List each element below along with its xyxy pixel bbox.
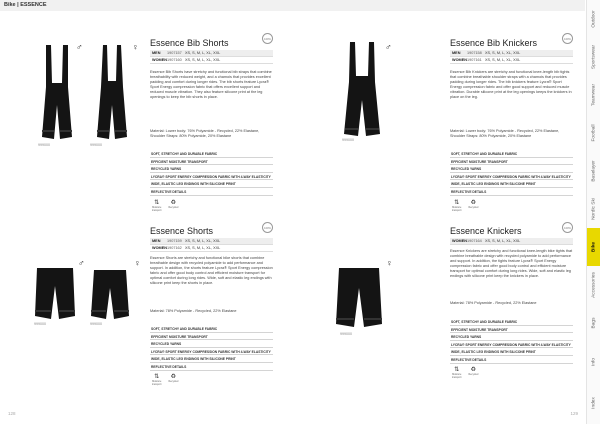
bib-knickers-men-image xyxy=(342,42,382,137)
size-row: MEN 1907158 XS, S, M, L, XL, XXL xyxy=(450,50,573,57)
feature-item: LYCRA® SPORT ENERGY COMPRESSION FABRIC WITH 4-WAY ELASTICITY xyxy=(150,173,273,181)
feature-item: SOFT, STRETCHY AND DURABLE FABRIC xyxy=(150,150,273,158)
recycled-badge-icon: 100% xyxy=(562,222,573,233)
tab-accessories[interactable]: Accessories xyxy=(591,272,597,298)
recycled-icon: ♻ xyxy=(470,367,477,373)
recycled-badge-icon: 100% xyxy=(262,33,273,44)
feature-item: REFLECTIVE DETAILS xyxy=(450,188,573,196)
feature-icons: ⇅ Moisture transport ♻ Recycled xyxy=(152,200,179,212)
feature-item: RECYCLED YARNS xyxy=(450,165,573,173)
image-code: 999000 xyxy=(90,143,102,147)
feature-item: WIDE, ELASTIC LEG ENDINGS WITH SILICONE PRINT xyxy=(150,180,273,188)
page-number-right: 129 xyxy=(570,411,578,416)
bib-shorts-women-image xyxy=(95,45,129,145)
tab-baselayer[interactable]: Baselayer xyxy=(591,160,597,182)
male-symbol-icon: ♂ xyxy=(385,42,392,52)
feature-icons: ⇅ Moisture transport ♻ Recycled xyxy=(452,367,479,379)
category-sidebar xyxy=(586,0,600,424)
moisture-transport-icon: ⇅ xyxy=(154,374,160,380)
recycled-icon: ♻ xyxy=(170,374,177,380)
female-symbol-icon: ♀ xyxy=(134,258,141,268)
feature-item: EFFICIENT MOISTURE TRANSPORT xyxy=(450,326,573,334)
shorts-women-image xyxy=(90,270,130,320)
tab-bike[interactable]: Bike xyxy=(587,228,600,266)
feature-item: REFLECTIVE DETAILS xyxy=(450,356,573,364)
product-description: Essence Bib Knickers are stretchy and functional knee-length bib tights that combine breathable shoulder straps with a chamois that provides padding during longer rides. The bib knickers feature Lycra® Sport Energy compression fabric and offer good support and reduced muscle vibration. Durable silicone print at the leg openings keeps the knickers in place on the leg. xyxy=(450,70,572,100)
tab-info[interactable]: Info xyxy=(591,357,597,367)
feature-item: SOFT, STRETCHY AND DURABLE FABRIC xyxy=(450,150,573,158)
image-code: 999000 xyxy=(340,332,352,336)
size-row: MEN 1907157 XS, S, M, L, XL, XXL xyxy=(150,50,273,57)
recycled-badge-icon: 100% xyxy=(562,33,573,44)
feature-item: LYCRA® SPORT ENERGY COMPRESSION FABRIC WITH 4-WAY ELASTICITY xyxy=(450,173,573,181)
recycled-icon: ♻ xyxy=(170,200,177,206)
product-title: Essence Knickers xyxy=(450,226,522,236)
tab-index[interactable]: Index xyxy=(591,397,597,409)
product-material: Material: 78% Polyamide - Recycled, 22% Elastane xyxy=(150,309,237,313)
feature-item: REFLECTIVE DETAILS xyxy=(150,363,273,371)
feature-item: EFFICIENT MOISTURE TRANSPORT xyxy=(150,158,273,166)
tab-teamwear[interactable]: Teamwear xyxy=(591,83,597,107)
feature-item: WIDE, ELASTIC LEG ENDINGS WITH SILICONE PRINT xyxy=(450,348,573,356)
recycled-badge-icon: 100% xyxy=(262,222,273,233)
size-table xyxy=(150,50,273,64)
product-material: Material: Lower body: 76% Polyamide - Recycled, 22% Elastane, Shoulder Straps: 80% Polyamide, 20% Elastane xyxy=(450,129,560,139)
product-title: Essence Bib Shorts xyxy=(150,38,229,48)
feature-item: RECYCLED YARNS xyxy=(150,340,273,348)
image-code: 999000 xyxy=(38,143,50,147)
feature-list xyxy=(150,150,273,196)
recycled-icon: ♻ xyxy=(470,200,477,206)
size-row: WOMEN 1907164 XS, S, M, L, XL, XXL xyxy=(450,238,573,245)
feature-list xyxy=(450,150,573,196)
size-table xyxy=(450,238,573,245)
size-row: WOMEN 1907161 XS, S, M, L, XL, XXL xyxy=(450,57,573,64)
moisture-transport-icon: ⇅ xyxy=(454,367,460,373)
feature-item: EFFICIENT MOISTURE TRANSPORT xyxy=(150,333,273,341)
female-symbol-icon: ♀ xyxy=(132,42,139,52)
shorts-men-image xyxy=(34,268,76,320)
male-symbol-icon: ♂ xyxy=(78,258,85,268)
feature-icons: ⇅ Moisture transport ♻ Recycled xyxy=(452,200,479,212)
female-symbol-icon: ♀ xyxy=(386,258,393,268)
knickers-women-image xyxy=(335,268,383,328)
tab-outdoor[interactable]: Outdoor xyxy=(591,10,597,28)
moisture-transport-icon: ⇅ xyxy=(154,200,160,206)
product-description: Essence Knickers are stretchy and functional knee-length bike tights that combine breathable design with recycled polyamide to add performance and support. In addition, the tights feature Lycra® Sport Energy compression fabric and offer good body control and efficient moisture transport for optimal comfort during long rides. Wide, soft and elastic leg endings with silicone print keep the knickers in place. xyxy=(450,249,573,279)
feature-item: REFLECTIVE DETAILS xyxy=(150,188,273,196)
product-material: Material: Lower body: 76% Polyamide - Recycled, 22% Elastane, Shoulder Straps: 80% Polyamide, 20% Elastane xyxy=(150,129,260,139)
product-material: Material: 78% Polyamide - Recycled, 22% Elastane xyxy=(450,301,537,305)
product-title: Essence Shorts xyxy=(150,226,214,236)
feature-list xyxy=(450,318,573,364)
moisture-transport-icon: ⇅ xyxy=(454,200,460,206)
image-code: 999000 xyxy=(34,322,46,326)
male-symbol-icon: ♂ xyxy=(76,42,83,52)
feature-list xyxy=(150,325,273,371)
feature-item: SOFT, STRETCHY AND DURABLE FABRIC xyxy=(450,318,573,326)
product-description: Essence Bib Shorts have stretchy and functional bib straps that combine breathability with reduced weight, and a chamois that provides excellent padding and comfort during longer rides. The bib shorts feature Lycra® Sport Energy compression fabric that offers excellent support and reduced muscle vibration. They also feature silicone print at the leg openings to keep the bib shorts in place. xyxy=(150,70,272,100)
bib-shorts-men-image xyxy=(40,45,74,145)
feature-item: WIDE, ELASTIC LEG ENDINGS WITH SILICONE PRINT xyxy=(450,180,573,188)
size-table xyxy=(150,238,273,252)
page-number-left: 128 xyxy=(8,411,16,416)
tab-sportswear[interactable]: Sportswear xyxy=(591,44,597,70)
feature-item: LYCRA® SPORT ENERGY COMPRESSION FABRIC WITH 4-WAY ELASTICITY xyxy=(450,341,573,349)
feature-item: EFFICIENT MOISTURE TRANSPORT xyxy=(450,158,573,166)
feature-item: WIDE, ELASTIC LEG ENDINGS WITH SILICONE PRINT xyxy=(150,355,273,363)
feature-item: SOFT, STRETCHY AND DURABLE FABRIC xyxy=(150,325,273,333)
size-row: WOMEN 1907160 XS, S, M, L, XL, XXL xyxy=(150,57,273,64)
feature-item: LYCRA® SPORT ENERGY COMPRESSION FABRIC WITH 4-WAY ELASTICITY xyxy=(150,348,273,356)
size-row: WOMEN 1907162 XS, S, M, L, XL, XXL xyxy=(150,245,273,252)
breadcrumb: Bike | ESSENCE xyxy=(4,2,47,8)
feature-item: RECYCLED YARNS xyxy=(150,165,273,173)
tab-bags[interactable]: Bags xyxy=(591,317,597,329)
size-row: MEN 1907159 XS, S, M, L, XL, XXL xyxy=(150,238,273,245)
product-title: Essence Bib Knickers xyxy=(450,38,538,48)
image-code: 999000 xyxy=(90,322,102,326)
tab-football[interactable]: Football xyxy=(591,124,597,142)
feature-item: RECYCLED YARNS xyxy=(450,333,573,341)
size-table xyxy=(450,50,573,64)
header-bar xyxy=(0,0,585,11)
image-code: 999000 xyxy=(342,138,354,142)
tab-nordic-ski[interactable]: Nordic Ski xyxy=(591,198,597,220)
feature-icons: ⇅ Moisture transport ♻ Recycled xyxy=(152,374,179,386)
product-description: Essence Shorts are stretchy and functional bike shorts that combine breathable design with recycled polyamide to add performance and support. In addition, the shorts feature Lycra® Sport Energy compression fabric and offer good body control and efficient moisture transport for optimal comfort during long rides. Wide, soft and elastic leg endings with silicone print keep the shorts in place. xyxy=(150,256,273,286)
